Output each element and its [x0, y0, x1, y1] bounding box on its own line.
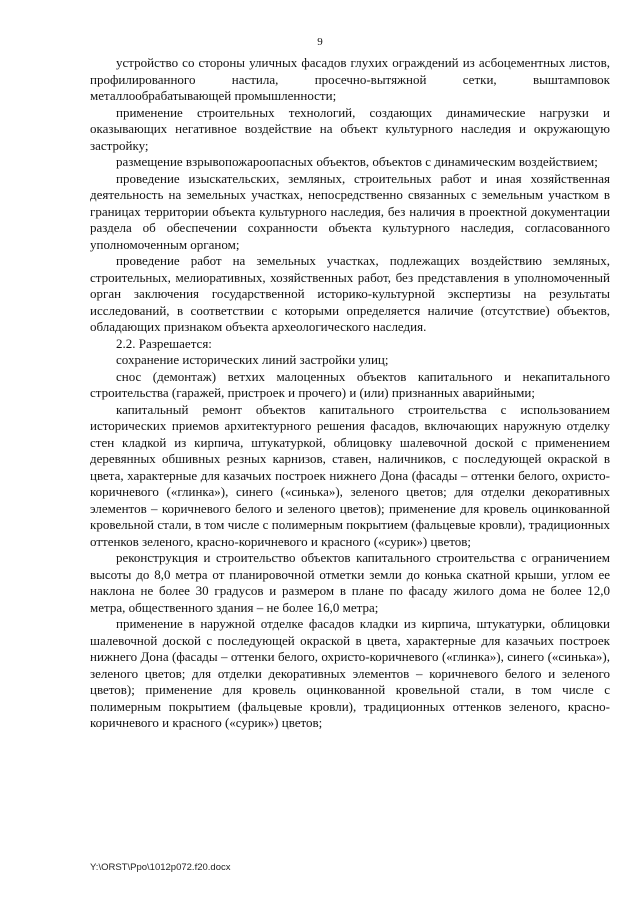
paragraph-fences: устройство со стороны уличных фасадов глухих ограждений из асбоцементных листов, профилированного настила, просечно-вытяжной сетки, выштамповок металлообрабатывающей промышленности; — [90, 55, 610, 103]
paragraph-street-lines: сохранение исторических линий застройки улиц; — [116, 352, 389, 367]
paragraph-reconstruction: реконструкция и строительство объектов капитального строительства с ограничением высоты до 8,0 метра от планировочной отметки земли до конька скатной крыши, углом ее наклона не более 30 градусов и размером в плане по фасаду жилого дома не более 12,0 метра, общественного здания – не более 16,0 метра; — [90, 550, 610, 615]
paragraph-dynamic-loads: применение строительных технологий, создающих динамические нагрузки и оказывающих негативное воздействие на объект культурного наследия и окружающую застройку; — [90, 104, 610, 153]
section-heading-allowed: 2.2. Разрешается: — [116, 335, 212, 351]
paragraph-capital-repair: капитальный ремонт объектов капитального строительства с использованием исторических приемов архитектурного решения фасадов, включающих наружную отделку стен кладкой из кирпича, штукатуркой, облицовку шалевочной доской с применением деревянных обшивных резных карнизов, ставен, наличников, с последующей окраской в цвета, характерные для казачьих построек нижнего Дона (фасады – оттенки белого, охристо-коричневого («глинка»), синего («синька»), зеленого цветов; для отделки декоративных элементов – коричневого белого и зеленого цветов); применение для кровель оцинкованной кровельной стали, в том числе с полимерным покрытием (фальцевые кровли), традиционных оттенков зеленого, красно-коричневого и красного («сурик») цветов; — [90, 401, 610, 549]
page-number: 9 — [317, 36, 323, 48]
paragraph-land-works: проведение работ на земельных участках, подлежащих воздействию земляных, строительных, мелиоративных, хозяйственных работ, без представления в уполномоченный орган заключения государственной историко-культурной экспертизы на результаты исследований, в соответствии с которыми определяется наличие (отсутствие) объектов, обладающих признаком объекта археологического наследия. — [90, 253, 610, 334]
document-body — [90, 55, 610, 732]
footer-file-path: Y:\ORST\Ppo\1012p072.f20.docx — [90, 862, 231, 873]
paragraph-exterior-finish: применение в наружной отделке фасадов кладки из кирпича, штукатурки, облицовки шалевочной доской с последующей окраской в цвета, характерные для казачьих построек нижнего Дона (фасады – оттенки белого, охристо-коричневого («глинка»), синего («синька»), зеленого цветов; для отделки декоративных элементов – коричневого белого и зеленого цветов); применение для кровель оцинкованной кровельной стали, в том числе с полимерным покрытием (фальцевые кровли), традиционных оттенков зеленого, красно-коричневого и красного («сурик») цветов; — [90, 616, 610, 730]
paragraph-explosive-objects: размещение взрывопожароопасных объектов, объектов с динамическим воздействием; — [116, 154, 598, 169]
paragraph-demolition: снос (демонтаж) ветхих малоценных объектов капитального и некапитального строительства (гаражей, пристроек и прочего) и (или) признанных аварийными; — [90, 368, 610, 400]
paragraph-survey-works: проведение изыскательских, земляных, строительных работ и иная хозяйственная деятельность на земельных участках, непосредственно связанных с земельным участком в границах территории объекта культурного наследия, без наличия в проектной документации раздела об обеспечении сохранности объекта культурного наследия, согласованного уполномоченным органом; — [90, 170, 610, 252]
